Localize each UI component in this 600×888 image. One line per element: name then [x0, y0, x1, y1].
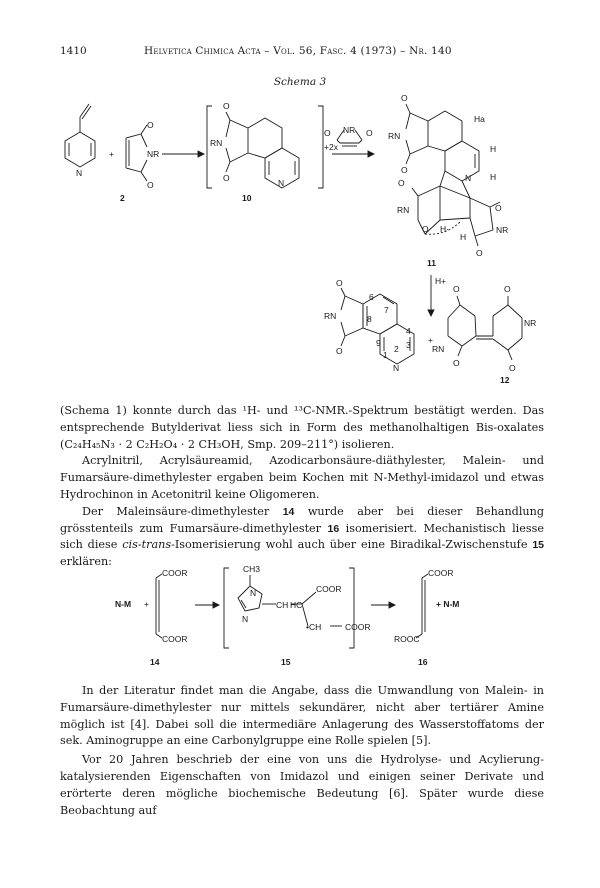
plus-sign-2: +: [428, 335, 433, 345]
label-O-11a: O: [401, 93, 408, 103]
ring-num-9: 9: [376, 338, 381, 348]
body-text-upper: [60, 403, 544, 571]
scheme-title: Schema 3: [273, 76, 327, 88]
bis-succinimide-12-structure: [432, 284, 536, 373]
label-RN-11b: RN: [397, 205, 410, 215]
paragraph-4: In der Literatur findet man die Angabe, dass die Umwandlung von Malein- in Fumarsäure-dimethylester nur mittels sekundärer, nicht aber tertiärer Amine möglich ist [4]. Dabei soll die intermediäre Anlagerung des Wasserstoffatoms der sek. Aminogruppe an eine Carbonylgruppe eine Rolle spielen [5].: [60, 684, 544, 748]
ring-num-7: 7: [384, 305, 389, 315]
vinylpyridine-structure: [65, 104, 95, 178]
label-O-11c: O: [398, 178, 405, 188]
label-NR-11: NR: [496, 225, 509, 235]
label-plus-N-M-right: + N-M: [436, 599, 460, 609]
label-O-12d: O: [509, 363, 516, 373]
ring-num-6: 6: [369, 292, 374, 302]
label-O-12b: O: [453, 358, 460, 368]
label-O-11e: O: [495, 203, 502, 213]
plus-sign-3: +: [144, 599, 149, 609]
compound-number-12: 12: [500, 375, 510, 385]
compound-number-10: 10: [242, 193, 252, 203]
label-RN-12: RN: [432, 344, 445, 354]
label-O-py-a: O: [336, 278, 343, 288]
label-O-2a: O: [147, 120, 154, 130]
label-COOR-15b: COOR: [345, 622, 371, 632]
label-N-py: N: [393, 363, 400, 373]
label-O-reagent-b: O: [366, 128, 373, 138]
label-COOR-14a: COOR: [162, 568, 188, 578]
label-Ha: Ha: [474, 114, 485, 124]
label-2x: +2x: [324, 142, 338, 152]
label-RN-10: RN: [210, 138, 223, 148]
product-11-structure: [388, 93, 508, 258]
biradical-15-structure: [238, 564, 371, 632]
body-text-lower: [60, 683, 544, 819]
paragraph-1: (Schema 1) konnte durch das ¹H- und ¹³C-NMR.-Spektrum bestätigt werden. Das entsprechende Butylderivat liess sich in Form des methanolhaltigen Bis-oxalates (C₂₄H₄₅N₃ · 2 C₂H₂O₄ · 2 CH₃OH, Smp. 209–211°) isolieren.: [60, 404, 544, 451]
label-O-11d: O: [422, 224, 429, 234]
compound-number-16: 16: [418, 657, 428, 667]
label-N-10: N: [278, 178, 285, 188]
compound-number-14: 14: [150, 657, 160, 667]
label-O-12a: O: [453, 284, 460, 294]
label-N-M-left: N-M: [115, 599, 132, 609]
label-N-pyridine: N: [76, 168, 83, 178]
page-number: 1410: [60, 45, 87, 57]
label-N-15b: N: [242, 614, 249, 624]
ring-num-8: 8: [367, 314, 372, 324]
ring-num-2: 2: [394, 344, 399, 354]
label-H-11c: H: [460, 232, 467, 242]
ring-num-3: 3: [406, 340, 411, 350]
ring-num-4: 4: [406, 326, 411, 336]
label-RN-11a: RN: [388, 131, 401, 141]
intermediate-10-structure: [210, 101, 299, 188]
label-ROOC-16: ROOC: [394, 634, 420, 644]
label-N-15a: N: [250, 588, 257, 598]
paragraph-2: Acrylnitril, Acrylsäureamid, Azodicarbonsäure-diäthylester, Malein- und Fumarsäure-dimethylester ergaben beim Kochen mit N-Methyl-imidazol und etwas Hydrochinon in Acetonitril keine Oligomeren.: [60, 454, 544, 501]
label-NR-2: NR: [147, 149, 160, 159]
label-N-11: N: [465, 173, 472, 183]
label-O-11f: O: [476, 248, 483, 258]
label-O-12c: O: [504, 284, 511, 294]
paragraph-5: Vor 20 Jahren beschrieb der eine von uns die Hydrolyse- und Acylierung-katalysierenden Eigenschaften von Imidazol und einigen seiner Derivate und erörterte deren mögliche biochemische Bedeutung [6]. Später wurde diese Beobachtung auf: [60, 753, 544, 817]
label-NR-12: NR: [524, 318, 537, 328]
label-COOR-16: COOR: [428, 568, 454, 578]
compound-number-11: 11: [427, 258, 436, 268]
pyridine-fused-product: [324, 278, 414, 373]
label-H-11b: H: [490, 172, 497, 182]
label-COOR-15a: COOR: [316, 584, 342, 594]
paragraph-3: Der Maleinsäure-dimethylester 14 wurde aber bei dieser Behandlung grösstenteils zum Fumarsäure-dimethylester 16 isomerisiert. Mechanistisch liesse sich diese cis-trans-Isomerisierung wohl auch über eine Biradikal-Zwischenstufe 15 erklären:: [60, 504, 544, 569]
label-O-10a: O: [223, 101, 230, 111]
label-H-plus: H+: [435, 276, 447, 286]
label-CH3: CH3: [243, 564, 261, 574]
label-NR-reagent: NR: [343, 125, 356, 135]
label-O-2b: O: [147, 180, 154, 190]
label-O-reagent-a: O: [324, 128, 331, 138]
label-H-dashed: H·: [440, 224, 449, 234]
label-HC: HC: [290, 600, 303, 610]
label-O-11b: O: [401, 165, 408, 175]
label-dotCH: •CH: [306, 622, 322, 632]
journal-citation: Helvetica Chimica Acta – Vol. 56, Fasc. 4 (1973) – Nr. 140: [144, 45, 452, 57]
compound-number-15: 15: [281, 657, 291, 667]
label-O-10b: O: [223, 173, 230, 183]
ring-num-1: 1: [383, 350, 388, 360]
maleimide-reagent: [324, 125, 373, 152]
maleate-14-structure: [156, 568, 188, 644]
label-O-py-b: O: [336, 346, 343, 356]
maleimide-2-structure: [126, 120, 159, 190]
plus-sign-1: +: [109, 149, 114, 159]
label-RN-py: RN: [324, 311, 337, 321]
label-CH: CH: [276, 600, 289, 610]
label-H-11a: H: [490, 144, 497, 154]
label-COOR-14b: COOR: [162, 634, 188, 644]
compound-number-2: 2: [120, 193, 125, 203]
